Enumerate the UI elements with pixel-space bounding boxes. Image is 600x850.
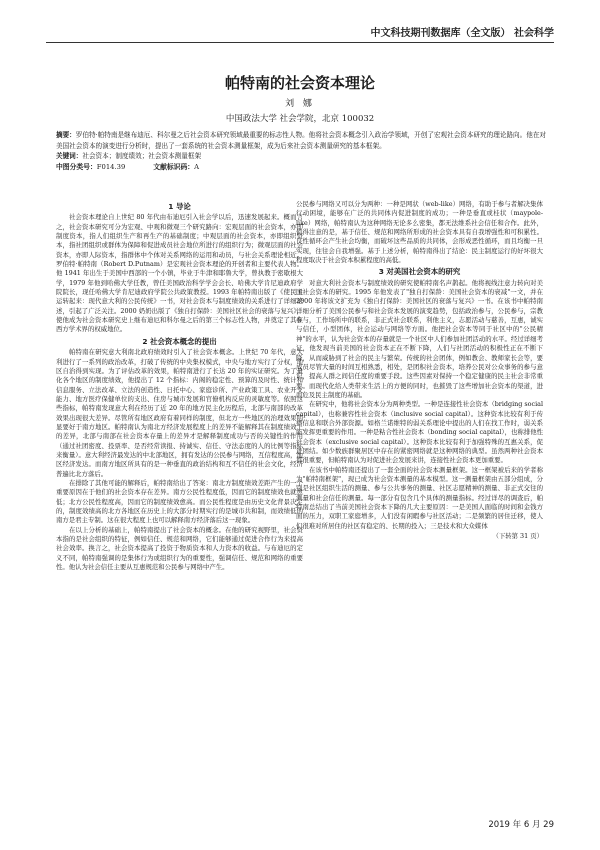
body-paragraph: 在研究中，他将社会资本分为两种类型。一种是连接性社会资本（bridging social capital），也称兼容性社会资本（inclusive social capital）。这种资本比较有利于传播信息和联合外部资源。如格兰诺维特的弱关系理论中提出的人们在找工作时，弱关系能发挥更重要的作用。一种是粘合性社会资本（bonding social capital），也称排他性社会资本（exclusive social capital）。这种资本比较有利于加强特殊的互惠关系，促进团结。如少数族群聚居区中存在的紧密网络就是这种网络的典型。虽然两种社会资本都很重要，但帕特南认为对促进社会发展来讲，连接性社会资本更加重要。 <box>296 400 543 465</box>
left-column <box>56 200 303 572</box>
abstract <box>56 130 548 151</box>
section-heading-concept: 2 社会资本概念的提出 <box>142 336 217 346</box>
section-heading-intro: 1 导论 <box>168 202 191 211</box>
body-paragraph: 公民参与网络又可以分为两种：一种是网状（web-like）网络，有助于参与者解决集体行动困境，能够在广泛的共同体内促进制度的成功；一种是垂直或桂状（maypole-like）网络，帕特南认为这种网络无论多么密集，都无法维系社会信任和合作。此外，值得注意的是，基于信任、规范和网络所形成的社会资本具有自我增强性和可积累性。良性循环会产生社会均衡，而破坏这些品质的共同体，会形成恶性循环，而且均衡一旦实现，往往会自我增强。基于上述分析，帕特南得出了结论：民主制度运行的好坏很大程度取决于社会资本积累程度的高低。 <box>296 200 543 265</box>
page-footer: 2019 年 6 月 29 <box>488 820 554 830</box>
body-paragraph: 在以上分析的基础上，帕特南提出了社会资本的概念。在他的研究视野里，社会资本指的是社会组织的特征，例如信任、规范和网络，它们能够通过促进合作行为来提高社会效率。换言之，社会资本提高了投资于物质资本和人力资本的收益。与布迪厄的定义不同，帕特南强调的是集体行为或组织行为的重要性，强调信任、规范和网络的重要性。他认为社会信任主要从互惠规范和公民参与网络中产生。 <box>56 525 303 572</box>
article-title: 帕特南的社会资本理论 <box>224 74 375 92</box>
abstract-text: 罗伯特·帕特南是继布迪厄、科尔曼之后社会资本研究领域最重要的标志性人物。他将社会资本概念引入政治学领域，开创了宏观社会资本研究的理论路向。他在对美国社会资本的演变进行分析时，提出了一套系统的社会资本测量框架，成为后来社会资本测量研究的基本框架。 <box>56 131 547 150</box>
header-rule <box>46 42 554 43</box>
right-column <box>296 200 543 541</box>
abstract-label: 摘要： <box>56 131 76 139</box>
body-paragraph: 在该书中帕特南还提出了一套全面的社会资本测量框架。这一框架被后来的学者称为"帕特南框架"，现已成为社会资本测量的基本模型。这一测量框架由五部分组成，分别是社区组织生活的测量、参与公共事务的测量、社区志愿精神的测量、非正式交往的测量和社会信任的测量。每一部分有包含几个具体的测量指标。经过详尽的调查后，帕特南总结出了当前美国社会资本下降的几大主要原因：一是美国人面临的时间和金钱方面的压力，双职工家庭增多，人们没有闲暇参与社区活动；二是频繁的居住迁移，使人们很难对所居住的社区有稳定的、长期的投入；三是技术和大众媒体 <box>296 465 543 530</box>
running-header: 中文科技期刊数据库（全文版） 社会科学 <box>370 28 554 39</box>
affiliation: 中国政法大学 社会学院，北京 100032 <box>225 114 375 124</box>
classification-label: 中图分类号： <box>56 162 97 171</box>
body-paragraph: 帕特南在研究意大利南北政府绩效时引入了社会资本概念。上世纪 70 年代，意大利进行了一系列的政治改革，打破了传统的中央集权模式，中央与地方实行了分权，地区自治得到实现。为了评估改革的效果，帕特南进行了长达 20 年的实证研究。为了量化各个地区的制度绩效，他提出了 12 个指标：内阁的稳定性、预算的及时性、统计和信息服务、立法改革、立法的创造性、日托中心、家庭诊所、产业政策工具、农业开支能力、地方医疗保健单位的支出、住房与城市发展和官僚机构反应的灵敏度等。依照这些指标，帕特南发现意大利在经历了近 20 年的地方民主化历程后，北部与南部的改革效果出现很大差异。尽管所有地区政府有着同样的制度，但北方一些地区的治理效果明显要好于南方地区。帕特南认为南北方经济发展程度上的差异不能解释其在制度绩效上的差异，北部与南部在社会资本存量上的差异才是解释制度成功与否的关键性的作用（通过社团密度、投票率、是否经常读报、持诚实、信任、守法态度的人的比例等指标来衡量）。意大利经济最发达的中北部地区，拥有发达的公民参与网络，互信程度高，地区经济发达。而南方地区所具有的是一种垂直的政治结构和互不信任的社会文化，经济普遍比北方落后。 <box>56 348 303 478</box>
classification-line <box>56 162 548 173</box>
author: 刘 娜 <box>285 99 315 109</box>
doc-code-value: A <box>194 162 199 171</box>
section-heading-usa: 3 对美国社会资本的研究 <box>378 267 461 277</box>
body-paragraph: 社会资本理论自上世纪 80 年代由布迪厄引入社会学以后，迅速发展起来。概而言之，社会资本研究可分为宏观、中观和微观三个研究路向：宏观层面的社会资本，亦即制度资本，指人们组织生产和再生产的基础制度；中观层面的社会资本，亦即组织资本，指社团组织或群体为保障和促进成员社会地位所进行的组织行为；微观层面的社会资本，亦即人际资本，指群体中个体对关系网络的运用和动员，与社会关系理论相近。罗伯特·帕特南（Robert D.Putnam）是宏观社会资本理论的开创者和主要代表人物。他 1941 年出生于美国中西部的一个小镇，毕业于牛津和耶鲁大学，曾执教于密歇根大学，1979 年他到哈佛大学任教，曾任美国政治科学学会会长、哈佛大学肯尼迪政府学院院长，现任哈佛大学肯尼迪政府学院公共政策教授。1993 年帕特南出版了《使民主运转起来：现代意大利的公民传统》一书，对社会资本与制度绩效的关系进行了详细论述，引起了广泛关注。2000 奶奶出版了《独自打保龄：美国社区社会的衰落与复兴》，使他成为社会资本研究史上继布迪厄和科尔曼之后的第三个标志性人物，并奠定了其在西方学术界的权威地位。 <box>56 213 303 334</box>
keywords <box>56 151 548 162</box>
abstract-block <box>56 130 548 172</box>
continued-note: （下转第 31 页） <box>492 532 543 541</box>
keywords-label: 关键词： <box>56 152 83 160</box>
doc-code-label: 文献标识码： <box>153 162 195 171</box>
body-paragraph: 对意大利社会资本与制度绩效的研究使帕特南名声鹊起。他将视线注意力转向对美国社会资本的研究。1995 年他发表了"独自打保龄：美国社会资本的衰减"一文，并在 2000 年将该文扩充为《独自打保龄：美国社区的衰落与复兴》一书。在该书中帕特南详细分析了美国公民参与和社会资本发展的演变趋势，包括政治参与，公民参与，宗教参与，工作场所中的联系，非正式社会联系，利他主义，志愿活动与慈善，互惠，诚实与信任，小型团体，社会运动与网络等方面。他把社会资本等同于社区中的"公民精神"的水平，认为社会资本的存量就是一个社区中人们参加社团活动的水平。经过详细考证，他发现当前美国的社会资本正在不断下降，人们与社团活动的积极性正在不断下降，从而威胁到了社会的民主与繁荣。传统的社会团体，例如教会、教师家长会等，要成员尽管大量的时间互相熟悉，相处，是团积社会资本，培养公民对公众事务的参与意识，提高人群之间信任度的重要手段。这些因素对保持一个稳定健康的民主社会非常重要。而现代化给人类带来生活上的方便的同时，也摧毁了这些增加社会资本的渠道，进而危及民主制度的基础。 <box>296 278 543 399</box>
keywords-text: 社会资本；制度绩效；社会资本测量框架 <box>82 152 202 160</box>
classification-value: F014.39 <box>96 162 126 171</box>
body-paragraph: 在排除了其他可能的解释后，帕特南给出了答案：南北方制度绩效差距产生的一个重要原因在于他们的社会资本存在差异。南方公民性程度低，因而它的制度绩效也就愈低；北方公民性程度高，因而它的制度绩效愈高。而公民性程度是由历史文化背景决定的，制度效绩高的北方各地区在历史上的大部分时期实行的是城市共和制，而效绩低的南方是君主专制。这在很大程度上也可以解释南方经济落后这一现象。 <box>56 478 303 525</box>
